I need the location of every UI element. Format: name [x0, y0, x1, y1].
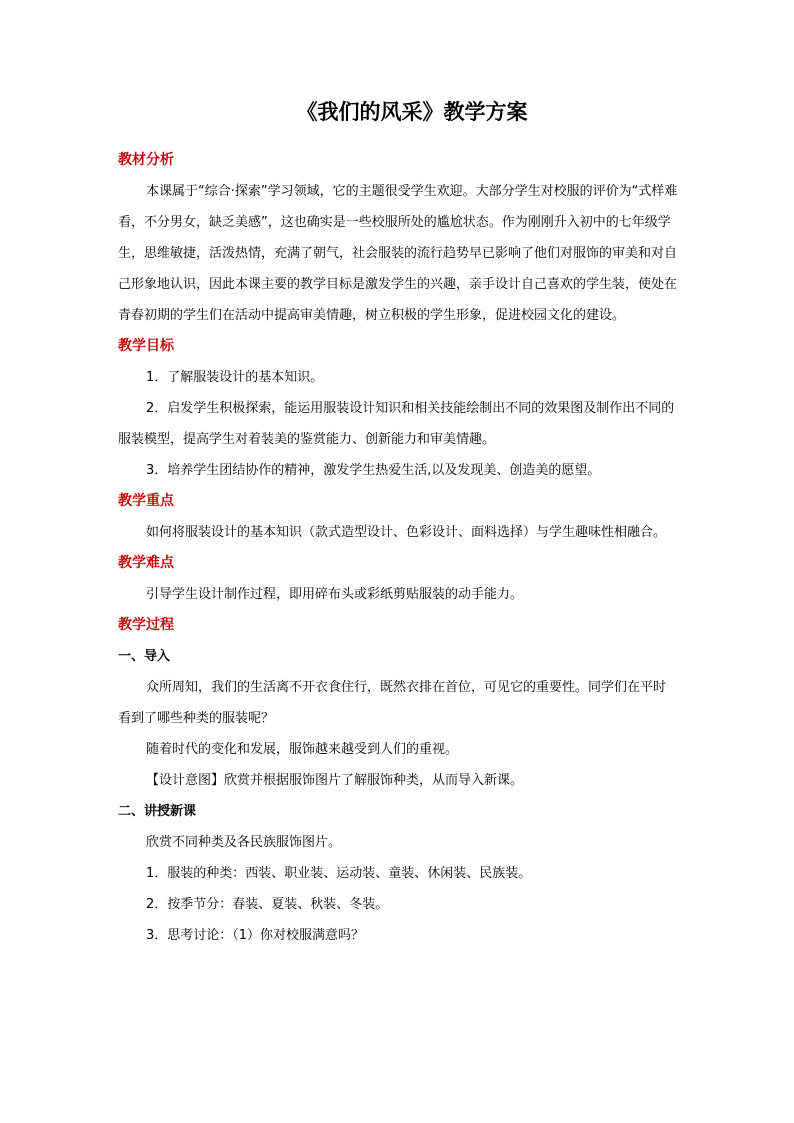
subheading-new-lesson: 二、讲授新课 — [118, 804, 197, 819]
paragraph-introduction-1: 众所周知，我们的生活离不开衣食住行，既然衣排在首位，可见它的重要性。同学们在平时看到了哪些种类的服装呢？ — [118, 680, 667, 726]
paragraph-design-intent: 【设计意图】欣赏并根据服饰图片了解服饰种类，从而导入新课。 — [146, 773, 524, 788]
paragraph-textbook-analysis: 本课属于“综合·探索”学习领域，它的主题很受学生欢迎。大部分学生对校服的评价为“式样难看，不分男女，缺乏美感”，这也确实是一些校服所处的尴尬状态。作为刚刚升入初中的七年级学生，思维敏捷，活泼热情，充满了朝气，社会服装的流行趋势早已影响了他们对服饰的审美和对自己形象地认识，因此本课主要的教学目标是激发学生的兴趣，亲手设计自己喜欢的学生装，使处在青春初期的学生们在活动中提高审美情趣，树立积极的学生形象，促进校园文化的建设。 — [118, 184, 678, 323]
paragraph-difficulties: 引导学生设计制作过程，即用碎布头或彩纸剪贴服装的动手能力。 — [146, 587, 524, 602]
section-heading-teaching-goals: 教学目标 — [118, 338, 174, 354]
goal-item-2: 2．启发学生积极探索，能运用服装设计知识和相关技能绘制出不同的效果图及制作出不同的服装模型，提高学生对着装美的鉴赏能力、创新能力和审美情趣。 — [118, 401, 675, 447]
goal-item-3: 3．培养学生团结协作的精神，激发学生热爱生活,以及发现美、创造美的愿望。 — [146, 463, 601, 478]
paragraph-new-lesson: 欣赏不同种类及各民族服饰图片。 — [146, 835, 342, 850]
subheading-introduction: 一、导入 — [118, 649, 171, 664]
section-heading-teaching-process: 教学过程 — [118, 617, 174, 633]
lesson-item-3: 3．思考讨论：（1）你对校服满意吗？ — [146, 928, 365, 943]
goal-item-1: 1．了解服装设计的基本知识。 — [146, 370, 324, 385]
section-heading-difficulties: 教学难点 — [118, 555, 174, 571]
page-title: 《我们的风采》教学方案 — [296, 99, 528, 124]
section-heading-textbook-analysis: 教材分析 — [118, 152, 174, 168]
paragraph-introduction-2: 随着时代的变化和发展，服饰越来越受到人们的重视。 — [146, 742, 459, 757]
document-body — [118, 145, 678, 951]
paragraph-key-points: 如何将服装设计的基本知识（款式造型设计、色彩设计、面料选择）与学生趣味性相融合。 — [146, 525, 667, 540]
lesson-item-1: 1．服装的种类：西装、职业装、运动装、童装、休闲装、民族装。 — [146, 866, 532, 881]
lesson-item-2: 2．按季节分：春装、夏装、秋装、冬装。 — [146, 897, 389, 912]
section-heading-key-points: 教学重点 — [118, 493, 174, 509]
